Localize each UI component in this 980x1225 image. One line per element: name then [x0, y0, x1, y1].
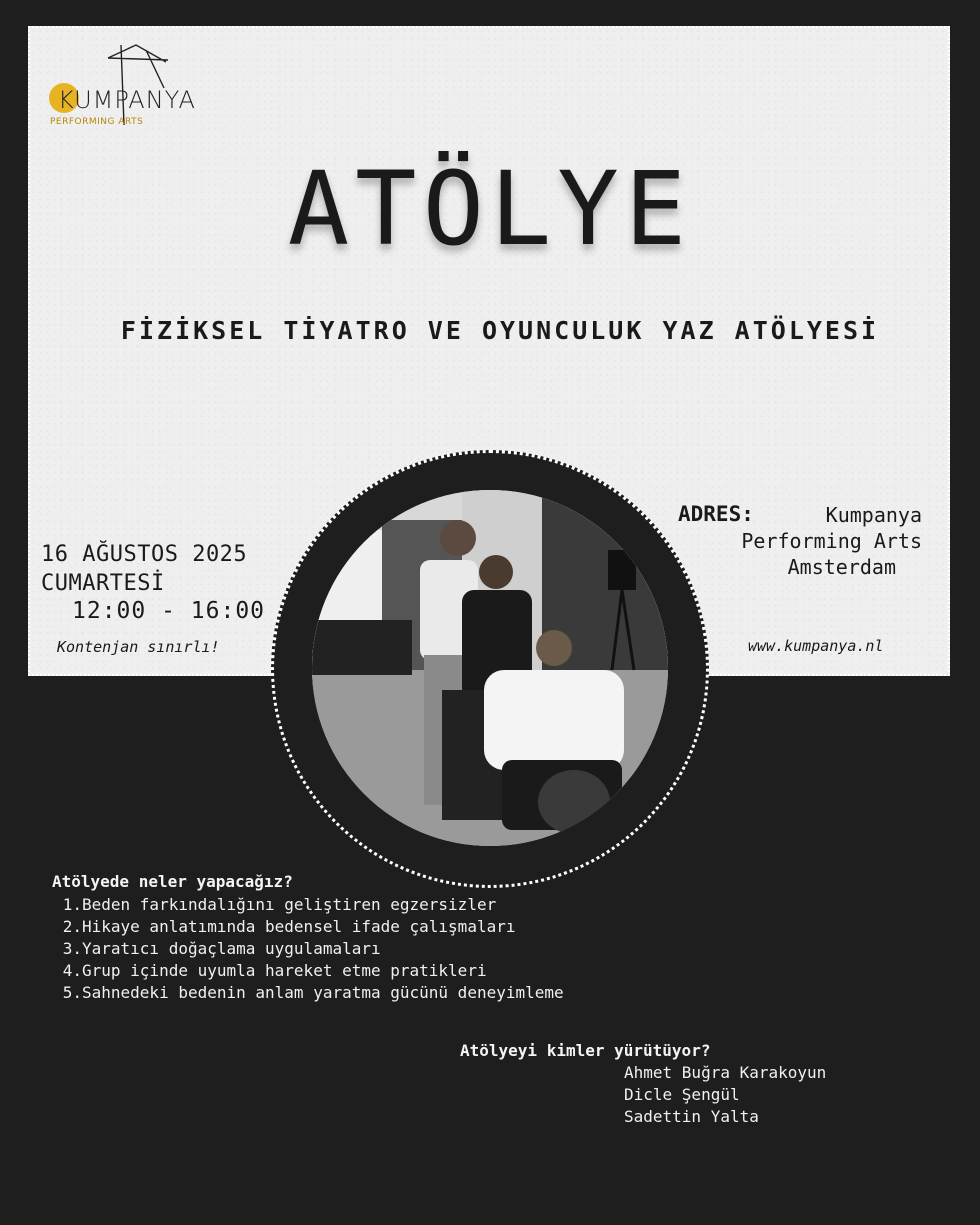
list-item: 3. Yaratıcı doğaçlama uygulamaları: [62, 939, 381, 958]
page-subtitle: FİZİKSEL TİYATRO VE OYUNCULUK YAZ ATÖLYESİ: [120, 316, 880, 345]
instructor-name: Sadettin Yalta: [624, 1107, 759, 1126]
logo-name: KUMPANYA: [58, 86, 196, 114]
list-item: 1. Beden farkındalığını geliştiren egzersizler: [62, 895, 497, 914]
group-photo: [312, 490, 668, 846]
website-link[interactable]: www.kumpanya.nl: [748, 637, 884, 655]
instructor-name: Ahmet Buğra Karakoyun: [624, 1063, 827, 1082]
instructor-name: Dicle Şengül: [624, 1085, 740, 1104]
list-item: 5. Sahnedeki bedenin anlam yaratma gücünü deneyimleme: [62, 983, 564, 1002]
event-day: CUMARTESİ: [41, 571, 165, 596]
address-line2: Performing Arts: [741, 529, 922, 553]
logo-tagline: PERFORMING ARTS: [50, 117, 144, 127]
list-item: 4. Grup içinde uyumla hareket etme pratikleri: [62, 961, 487, 980]
address-line3: Amsterdam: [787, 555, 896, 579]
quota-note: Kontenjan sınırlı!: [57, 638, 220, 656]
activities-heading: Atölyede neler yapacağız?: [52, 872, 293, 891]
event-time: 12:00 - 16:00: [72, 598, 266, 624]
list-item: 2. Hikaye anlatımında bedensel ifade çalışmaları: [62, 917, 516, 936]
address-line1: Kumpanya: [825, 503, 922, 527]
page-title: ATÖLYE: [287, 150, 693, 269]
event-date: 16 AĞUSTOS 2025: [41, 542, 248, 567]
activities-list: [58, 894, 564, 1004]
instructors-heading: Atölyeyi kimler yürütüyor?: [460, 1041, 711, 1060]
instructors-list: [624, 1062, 826, 1128]
address-label: ADRES:: [678, 502, 754, 526]
address-block: [722, 502, 922, 580]
event-date-block: [41, 540, 247, 598]
